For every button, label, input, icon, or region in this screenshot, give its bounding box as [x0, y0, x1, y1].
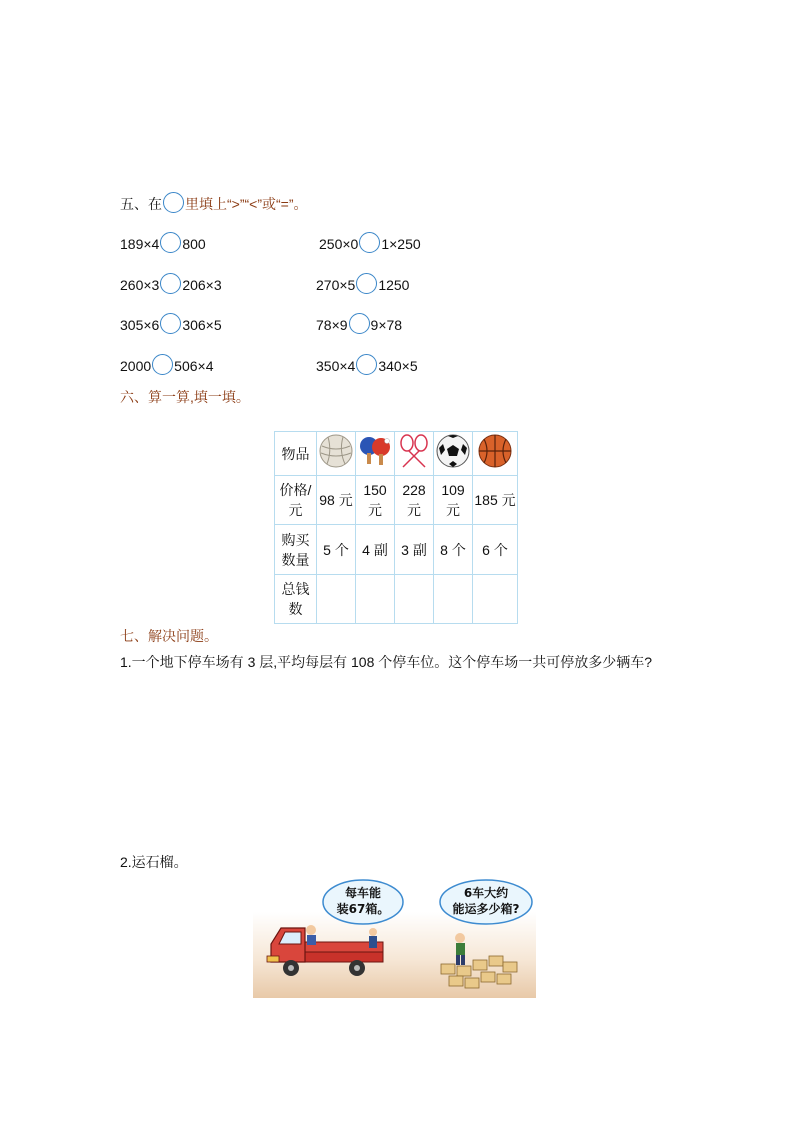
- table-row: [275, 525, 518, 575]
- row-header: 购买数量: [275, 525, 317, 575]
- compare-left: 260×3: [120, 277, 160, 294]
- badminton-rackets-icon: [395, 432, 433, 470]
- problem-2-title: 2.运石榴。: [120, 854, 188, 870]
- section6-title: 六、算一算,填一填。: [120, 389, 250, 405]
- quantity-cell: 3 副: [395, 525, 434, 575]
- soccer-ball-icon: [434, 432, 472, 470]
- price-cell: 109 元: [434, 476, 473, 525]
- pingpong-paddles-icon: [356, 432, 394, 470]
- section5-title-prefix: 五、在: [120, 196, 162, 212]
- price-cell: 98 元: [317, 476, 356, 525]
- answer-circle[interactable]: [359, 232, 380, 253]
- section5-title-suffix: 里填上“>”“<”或“=”。: [185, 196, 308, 212]
- row-header: 总钱数: [275, 575, 317, 624]
- total-input-cell[interactable]: [395, 575, 434, 624]
- compare-item: [120, 316, 222, 337]
- total-input-cell[interactable]: [473, 575, 518, 624]
- row-header: 价格/元: [275, 476, 317, 525]
- price-cell: 185 元: [473, 476, 518, 525]
- compare-left: 305×6: [120, 317, 160, 334]
- compare-item: [120, 357, 213, 378]
- compare-left: 250×0: [319, 236, 359, 253]
- problem-1: 1.一个地下停车场有 3 层,平均每层有 108 个停车位。这个停车场一共可停放多少辆车?: [120, 654, 653, 670]
- compare-item: [316, 316, 402, 337]
- answer-circle[interactable]: [349, 313, 370, 334]
- soccer-cell: [434, 432, 473, 476]
- answer-circle[interactable]: [160, 232, 181, 253]
- answer-circle[interactable]: [152, 354, 173, 375]
- compare-right: 506×4: [174, 358, 214, 375]
- compare-left: 189×4: [120, 236, 160, 253]
- blank-circle-icon: [163, 192, 184, 213]
- compare-right: 306×5: [182, 317, 222, 334]
- goods-table: [274, 431, 518, 624]
- row-header: 物品: [275, 432, 317, 476]
- total-input-cell[interactable]: [317, 575, 356, 624]
- compare-item: [319, 235, 421, 256]
- compare-left: 2000: [120, 358, 152, 375]
- compare-right: 800: [182, 236, 206, 253]
- answer-circle[interactable]: [160, 313, 181, 334]
- total-input-cell[interactable]: [434, 575, 473, 624]
- basketball-cell: [473, 432, 518, 476]
- table-row: [275, 575, 518, 624]
- total-input-cell[interactable]: [356, 575, 395, 624]
- compare-left: 78×9: [316, 317, 348, 334]
- bubble-2-line-1: 6车大约: [463, 886, 509, 900]
- price-cell: 228 元: [395, 476, 434, 525]
- compare-right: 9×78: [370, 317, 403, 334]
- compare-left: 350×4: [316, 358, 356, 375]
- quantity-cell: 6 个: [473, 525, 518, 575]
- compare-item: [316, 357, 418, 378]
- table-row: [275, 476, 518, 525]
- bubble-2-line-2: 能运多少箱?: [452, 902, 520, 916]
- volleyball-cell: [317, 432, 356, 476]
- bubble-1-line-1: 每车能: [344, 886, 382, 900]
- truck-scene-illustration: [253, 872, 536, 998]
- answer-circle[interactable]: [356, 354, 377, 375]
- table-row: [275, 432, 518, 476]
- compare-right: 1×250: [381, 236, 421, 253]
- compare-item: [316, 276, 409, 297]
- compare-item: [120, 276, 222, 297]
- quantity-cell: 5 个: [317, 525, 356, 575]
- volleyball-icon: [317, 432, 355, 470]
- compare-right: 340×5: [378, 358, 418, 375]
- badminton-cell: [395, 432, 434, 476]
- quantity-cell: 8 个: [434, 525, 473, 575]
- compare-right: 206×3: [182, 277, 222, 294]
- section7-title: 七、解决问题。: [120, 628, 218, 644]
- pingpong-cell: [356, 432, 395, 476]
- compare-right: 1250: [378, 277, 410, 294]
- answer-circle[interactable]: [356, 273, 377, 294]
- bubble-1-line-2: 装67箱。: [336, 902, 390, 916]
- illustration-scene: [253, 872, 536, 998]
- basketball-icon: [475, 432, 515, 470]
- compare-item: [120, 235, 206, 256]
- section5-title: [120, 194, 308, 216]
- compare-left: 270×5: [316, 277, 356, 294]
- quantity-cell: 4 副: [356, 525, 395, 575]
- price-cell: 150 元: [356, 476, 395, 525]
- answer-circle[interactable]: [160, 273, 181, 294]
